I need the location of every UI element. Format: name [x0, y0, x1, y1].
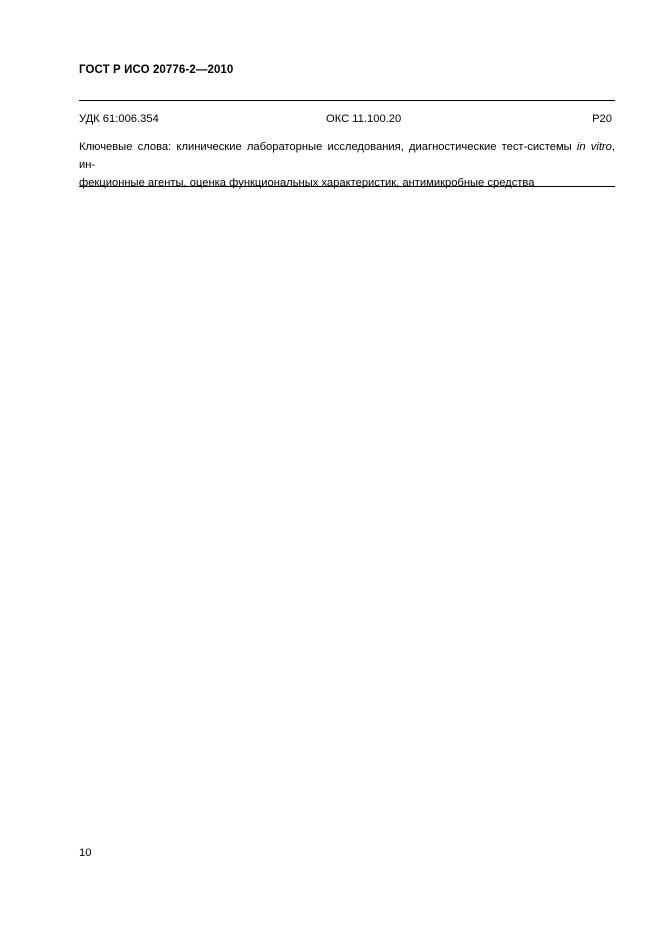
keywords-line-1-prefix: Ключевые слова: клинические лабораторные исследования, диагностические тест-системы: [79, 141, 577, 153]
keywords-line-2: фекционные агенты, оценка функциональных характеристик, антимикробные средства: [79, 177, 535, 189]
classification-codes-row: [79, 113, 612, 129]
classifier-code: Р20: [592, 113, 612, 125]
keywords-line-1-suffix: , ин-: [79, 141, 615, 171]
oks-code: ОКС 11.100.20: [326, 113, 402, 125]
standard-code-header: ГОСТ Р ИСО 20776-2—2010: [79, 64, 234, 76]
keywords-line-1: [79, 138, 615, 174]
page-number: 10: [79, 847, 92, 859]
udk-code: УДК 61:006.354: [79, 113, 159, 125]
keywords-block: [79, 138, 615, 192]
bottom-divider: [79, 186, 615, 187]
keywords-line-1-italic: in vitro: [576, 141, 612, 153]
top-divider: [79, 100, 615, 101]
